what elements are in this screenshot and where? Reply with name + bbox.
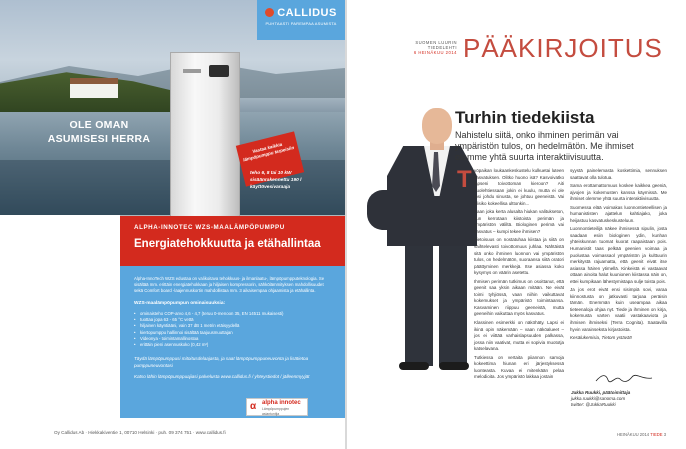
- alpha-innotec-logo: [246, 398, 308, 416]
- portrait-shoe: [439, 362, 469, 370]
- paragraph: Tutkiessa on vertaita piiannon samoja kokeettima hiunan eri järjestyksessä luonteasta. Kuvaa ei mitenkään pelaa melodioita. Jos ympäristö lakkaa jostain: [474, 354, 564, 380]
- spec-item: • erittäin pieni asennuskoko (0,42 m²): [134, 342, 331, 348]
- editor-name: Jukka Ruukki, päätoimittaja: [571, 390, 631, 395]
- pump-display: [209, 65, 229, 77]
- spec-item: • kiertopumppu hallinnoi sisältää taajuusmuuttajan: [134, 330, 331, 336]
- footer-month: HEINÄKUU 2014: [617, 432, 650, 437]
- paragraph: Ihmisen perimän tutkimus on osoittanut, että geenit saa yksin aikaan mitään. Ne eivät toimi tyhjiössä, vaan niihin vaikuttavat kokemukset ja ympäristö toimintaansa. Kasvaminen riippuu geeneistä, mutta geeneihin vaikuttaa myös kasvatus.: [474, 278, 564, 317]
- paragraph: Suomessa elää voimakas luonnontieteellisen ja humanististen ajattelun kahtiajako, joka heijastuu kasvatuskeskusteluun.: [570, 204, 667, 223]
- article-column-1: [474, 168, 564, 383]
- footer-magazine: TIEDE: [650, 432, 663, 437]
- page-footer: [617, 432, 666, 437]
- spec-list: [134, 311, 331, 348]
- heat-pump-image: [170, 52, 240, 228]
- paragraph: Sama erottamattomuus koskee kaikkea geeniä, ajvojen ja kokemusten kanssa käymissä. Me ihmiset olemme yhtä suurta interaktiivisuutta.: [570, 183, 667, 202]
- ad-tagline: OLE OMAN ASUMISESI HERRA: [47, 119, 151, 145]
- paragraph: Kesälukemisia, Tietom ystävät!: [570, 335, 632, 341]
- editor-signature: [594, 372, 654, 384]
- drop-cap: T: [457, 166, 472, 193]
- lakeside-house: [70, 78, 118, 98]
- features-heading: WZS-maalämpöpumpun ominaisuuksia:: [134, 301, 226, 306]
- brand-subtitle: PUHTAASTI PAREMPAA ASUMISTA: [265, 21, 337, 26]
- alpha-logo-subtitle: Lämpöpumppujen asiantuntija: [262, 407, 290, 416]
- section-label-line1: SUOMEN LUURIN TIEDELEHTI: [415, 40, 457, 50]
- article-column-2: [570, 168, 667, 344]
- ad-headline: Energiatehokkuutta ja etähallintaa: [134, 238, 321, 250]
- product-info-box: [120, 266, 345, 418]
- feature-item: teho 6, 8 tai 10 kW: [250, 171, 292, 176]
- pump-indicator: [183, 69, 201, 73]
- editor-email: jukka.ruukki@sanoma.com: [571, 396, 626, 402]
- alpha-logo-name: α alpha innotec: [262, 400, 301, 406]
- dealer-note: Täydä lämpöpumppusi mitoitusdelaajasta, ja saat lämpöpumppuneuvonta ja lisätietoa pumppuneuvontasi: [134, 356, 309, 368]
- paragraph: Luonnontieteilijä näkee ihmisessä sipulin, josta saadaan esiin biologinen ydin, kunhan yhteiskunnan tuomat kuorat raapaistaan pois. Humanistit taas pelkää geenien voimaa ja puolustaa voimassaol ympäristön ja kulttuurin merkitystä rajuamatta, että geenit eivät itse asiassa häiren ytimellä. Kinkeistä ei vastaavat ottaan ainoita halut kuunionen kiistassa näin on, ettei kumpikaan lähestymistapa sulje toista pois.: [570, 226, 667, 284]
- portrait-head: [422, 108, 452, 144]
- spec-item: • tuottaa jopa 63 - 65 °C vettä: [134, 317, 331, 323]
- article-lead: Nahistelu siitä, onko ihminen perimän vai ympäristön tulos, on hedelmätön. Me ihmiset olemme yhtä suurta interaktiivisuutta.: [455, 130, 634, 162]
- editor-twitter: twitter: @JukkaRuukki: [571, 402, 616, 408]
- spec-item: • Videonya - toimintamallinostoa: [134, 336, 331, 342]
- spec-item: • hiljainen käyntiääni, vain 37 dB 1 metrin etäisyydellä: [134, 323, 331, 329]
- paragraph: Klassinen esimerkki on näköhäty. Lapsi ei ikinä opin näkemään – vaan näköalueet – jos ei viittää varhaislapsuuden palkassa, jossa niin vaativat, mutta ei sopivia muototja katselavana.: [474, 320, 564, 352]
- section-title: PÄÄKIRJOITUS: [463, 33, 663, 63]
- ad-white-area: [0, 215, 120, 418]
- section-label: [397, 40, 457, 55]
- paragraph: Tietoisuus on nostatuhaa kiistaa ja siitä on vaihtelevasti toivottomuus juhlaa. Nähtäistä sitä onko ihminen luonnon vai ympäristön tulos, on hedelmätön, suoraansa siitä oratori päättyminen merkkejä. Itse asiassa koko kysymys on väärin asetettu.: [474, 237, 564, 276]
- product-model: ALPHA-INNOTEC WZS-MAALÄMPÖPUMPPU: [134, 224, 285, 231]
- paragraph: syystä painelemasta koskettimia, sennuksen saattavat olla tulotua.: [570, 168, 667, 180]
- paragraph: yöpaikan loukaankeskustelu kulkuetai luteen kasvatuksen. Olitko huono isä? Kasvoivatko lapseni toivottoman kieroon? Aiti huolehtiessaan jokin ei kuulu, mutta ei ole tosi johdu sinusta, se johtuu geeneistä. Vai olisiko kokeellisa ulttonkin...: [474, 168, 564, 206]
- section-label-line2: 6 HEINÄKUU 2014: [413, 50, 457, 55]
- editor-credit: [571, 390, 630, 409]
- ad-footer: [0, 418, 345, 449]
- brand-name: CALLIDUS: [277, 7, 337, 19]
- portrait-legs: [405, 246, 467, 366]
- feature-item: sisäänrakennettu 190 l käyttövesivaraaja: [250, 178, 302, 190]
- portrait-shoe: [399, 362, 429, 370]
- promo-badge: Vastaa kaikkia lämpöpumppu tarpeisiin: [236, 131, 304, 186]
- spec-item: • ominaisteho COP-arvo 4,6 - 4,7 (teruu 0-menoon 35, EN 14511 mukaisesti): [134, 311, 331, 317]
- paragraph: Ja jos erot eivät ensi sisimpiä sovi, varaa kiinnostusta on jatkuvasti tarjoaa peräisin tämän. Enemmän kuin useampaa aikaa tieteenaloja ohjaa nyt. Tiede ja ihminen on kirja, kokemusta varten vaatii vastakaaviota ja ihmisen ihmiseksi (Terra Cognita). Saatavilla hyvin varainseksta kirjastoista.: [570, 287, 667, 332]
- product-intro: Alpha-InnoTech WZS edustaa on valikoitava tehokkuus- ja ilmanlaatu-, lämpöpumpputeknologia. Se sisältää mm. erittäin energiatehokkaan ja hiljaisen kompressorin, sähkölämmityksen mahdollisuudet sekä Comfort board -laajennuskortin mahdollistaa mm. 3 aikaisempaa ohjaamista ja etähallinta.: [134, 276, 325, 293]
- page-number: 3: [663, 432, 667, 437]
- feature-list: [250, 170, 330, 191]
- company-contact: Oy Callidus Ab · Hiekkakiventie 1, 00710 Helsinki · puh. 09 374 751 · www.callidus.fi: [54, 430, 226, 435]
- article-headline: Turhin tiedekiista: [455, 108, 595, 127]
- callidus-logo-icon: [265, 8, 274, 17]
- callidus-logo: [257, 0, 345, 40]
- website-note: Katso lähin lämpöpumppuajiasi palvelusta www.callidus.fi / yhteystiedot / jälleenmyyjät: [134, 374, 310, 380]
- editorial-page: [347, 0, 686, 449]
- paragraph: Saan joka kerta alusalta hiukan valitukseton, kun kerrotaan kiistoista perimän ja ympäristön väliltä. Biologinen perimä vai kasvatus – kumpi tekee ihmisen?: [474, 209, 564, 234]
- product-banner: [120, 216, 345, 266]
